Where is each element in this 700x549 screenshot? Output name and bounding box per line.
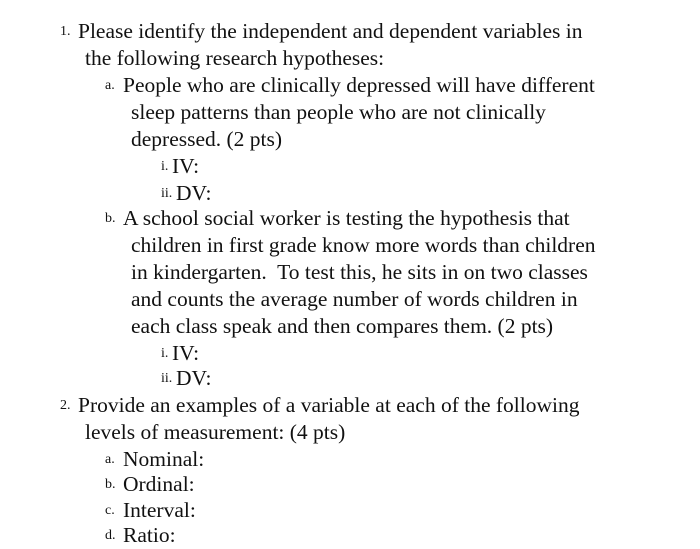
item-2a-nominal-label: Nominal: — [123, 447, 205, 471]
item-1a-i-marker: i. — [161, 159, 169, 174]
item-1a-marker: a. — [105, 78, 115, 93]
item-1b-text-line-3: in kindergarten. To test this, he sits in on two classes — [131, 260, 588, 284]
item-1a-text-line-2: sleep patterns than people who are not clinically — [131, 100, 546, 124]
item-1b-text-line-1: A school social worker is testing the hypothesis that — [123, 206, 570, 230]
item-1a-text-line-1: People who are clinically depressed will have different — [123, 73, 595, 97]
question-1-number: 1. — [60, 24, 71, 39]
item-1a-iv-label: IV: — [172, 154, 200, 178]
item-1a-dv-label: DV: — [176, 181, 212, 205]
item-1b-iv-label: IV: — [172, 341, 200, 365]
item-1a-text-line-3: depressed. (2 pts) — [131, 127, 283, 151]
item-2a-marker: a. — [105, 452, 115, 467]
item-1a-ii-marker: ii. — [161, 186, 173, 201]
item-2c-marker: c. — [105, 503, 115, 518]
question-2-text-line-2: levels of measurement: (4 pts) — [85, 420, 346, 444]
item-2d-ratio-label: Ratio: — [123, 523, 176, 547]
item-1b-i-marker: i. — [161, 346, 169, 361]
item-2d-marker: d. — [105, 528, 116, 543]
item-1b-text-line-5: each class speak and then compares them. (2 pts) — [131, 314, 554, 338]
item-2c-interval-label: Interval: — [123, 498, 196, 522]
item-1b-dv-label: DV: — [176, 366, 212, 390]
item-1b-marker: b. — [105, 211, 116, 226]
question-1-text-line-2: the following research hypotheses: — [85, 46, 385, 70]
item-1b-text-line-2: children in first grade know more words than children — [131, 233, 596, 257]
item-1b-text-line-4: and counts the average number of words children in — [131, 287, 578, 311]
item-2b-ordinal-label: Ordinal: — [123, 472, 195, 496]
item-2b-marker: b. — [105, 477, 116, 492]
question-2-text-line-1: Provide an examples of a variable at each of the following — [78, 393, 580, 417]
question-1-text-line-1: Please identify the independent and dependent variables in — [78, 19, 583, 43]
item-1b-ii-marker: ii. — [161, 371, 173, 386]
question-2-number: 2. — [60, 398, 71, 413]
